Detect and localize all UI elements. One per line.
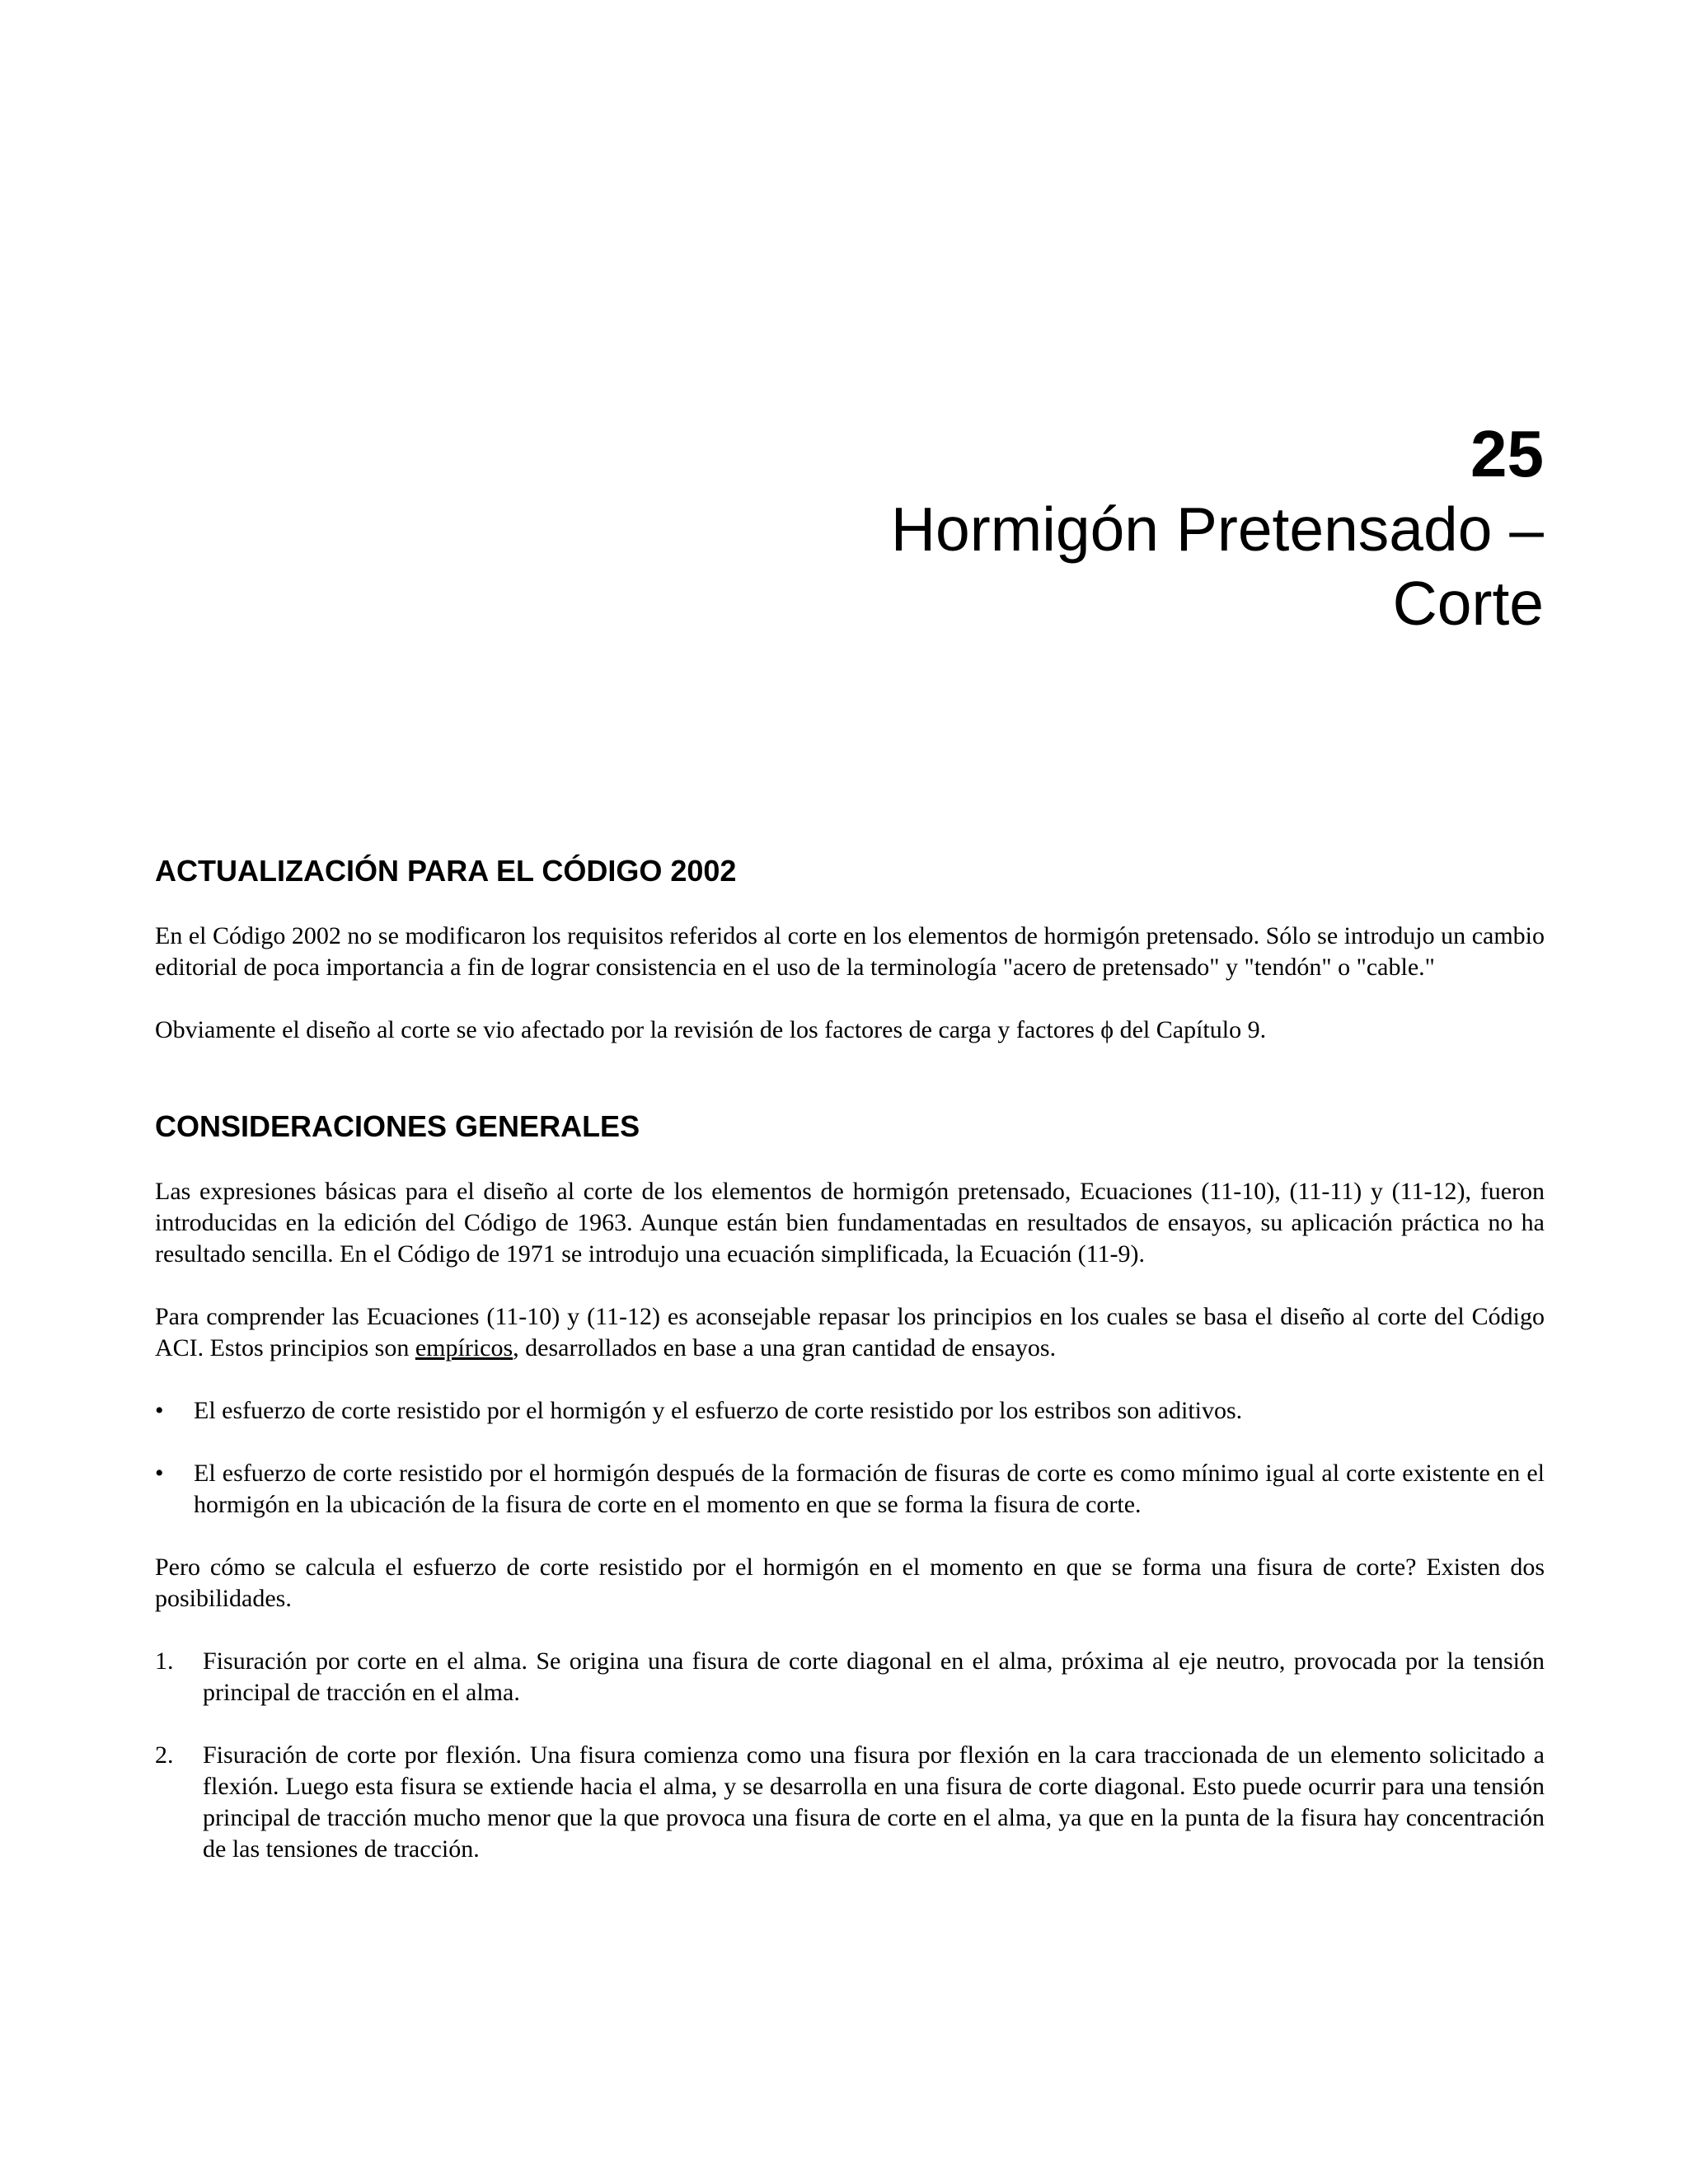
principles-underlined-term: empíricos xyxy=(415,1334,513,1361)
document-body xyxy=(155,853,1545,1896)
item-text: Fisuración por corte en el alma. Se origina una fisura de corte diagonal en el alma, próxima al eje neutro, provocada por la tensión principal de tracción en el alma. xyxy=(203,1647,1545,1706)
paragraph-principles xyxy=(155,1301,1545,1364)
principles-bullet-list xyxy=(155,1395,1545,1521)
paragraph-design-affected: Obviamente el diseño al corte se vio afectado por la revisión de los factores de carga y factores ϕ del Capítulo 9. xyxy=(155,1016,1267,1043)
principles-text-end: , desarrollados en base a una gran cantidad de ensayos. xyxy=(513,1334,1057,1361)
numbered-item xyxy=(155,1740,1545,1865)
paragraph-basic-expressions: Las expresiones básicas para el diseño al corte de los elementos de hormigón pretensado, Ecuaciones (11-10), (11-11) y (11-12), fueron introducidas en la edición del Código de 1963. Aunque están bien fundamentadas en resultados de ensayos, su aplicación práctica no ha resultado sencilla. En el Código de 1971 se introdujo una ecuación simplificada, la Ecuación (11-9). xyxy=(155,1178,1545,1268)
item-number: 1. xyxy=(155,1647,174,1675)
chapter-title-line-1: Hormigón Pretensado – xyxy=(890,494,1544,564)
bullet-marker: • xyxy=(155,1397,164,1424)
item-text: Fisuración de corte por flexión. Una fisura comienza como una fisura por flexión en la cara traccionada de un elemento solicitado a flexión. Luego esta fisura se extiende hacia el alma, y se desarrolla en una fisura de corte diagonal. Esto puede ocurrir para una tensión principal de tracción mucho menor que la que provoca una fisura de corte en el alma, ya que en la punta de la fisura hay concentración de las tensiones de tracción. xyxy=(203,1741,1545,1863)
paragraph-question: Pero cómo se calcula el esfuerzo de corte resistido por el hormigón en el momento en que se forma una fisura de corte? Existen dos posibilidades. xyxy=(155,1554,1545,1612)
section-heading-general-considerations: CONSIDERACIONES GENERALES xyxy=(155,1109,640,1143)
bullet-text: El esfuerzo de corte resistido por el hormigón y el esfuerzo de corte resistido por los estribos son aditivos. xyxy=(194,1397,1243,1424)
paragraph-update-code: En el Código 2002 no se modificaron los requisitos referidos al corte en los elementos de hormigón pretensado. Sólo se introdujo un cambio editorial de poca importancia a fin de lograr consistencia en el uso de la terminología "acero de pretensado" y "tendón" o "cable." xyxy=(155,922,1545,981)
bullet-item xyxy=(155,1458,1545,1521)
section-heading-update-2002: ACTUALIZACIÓN PARA EL CÓDIGO 2002 xyxy=(155,854,737,888)
numbered-item xyxy=(155,1646,1545,1708)
cracking-types-list xyxy=(155,1646,1545,1865)
bullet-text: El esfuerzo de corte resistido por el hormigón después de la formación de fisuras de corte es como mínimo igual al corte existente en el hormigón en la ubicación de la fisura de corte en el momento en que se forma la fisura de corte. xyxy=(194,1460,1545,1518)
chapter-header xyxy=(891,416,1544,640)
bullet-marker: • xyxy=(155,1460,164,1487)
bullet-item xyxy=(155,1395,1545,1427)
item-number: 2. xyxy=(155,1741,174,1769)
principles-text-start: Para comprender las Ecuaciones (11-10) y (11-12) es aconsejable repasar los principios en los cuales se basa el diseño al corte del Código ACI. Estos principios son xyxy=(155,1303,1545,1361)
chapter-title-line-2: Corte xyxy=(1392,569,1544,638)
chapter-number: 25 xyxy=(1470,417,1544,490)
